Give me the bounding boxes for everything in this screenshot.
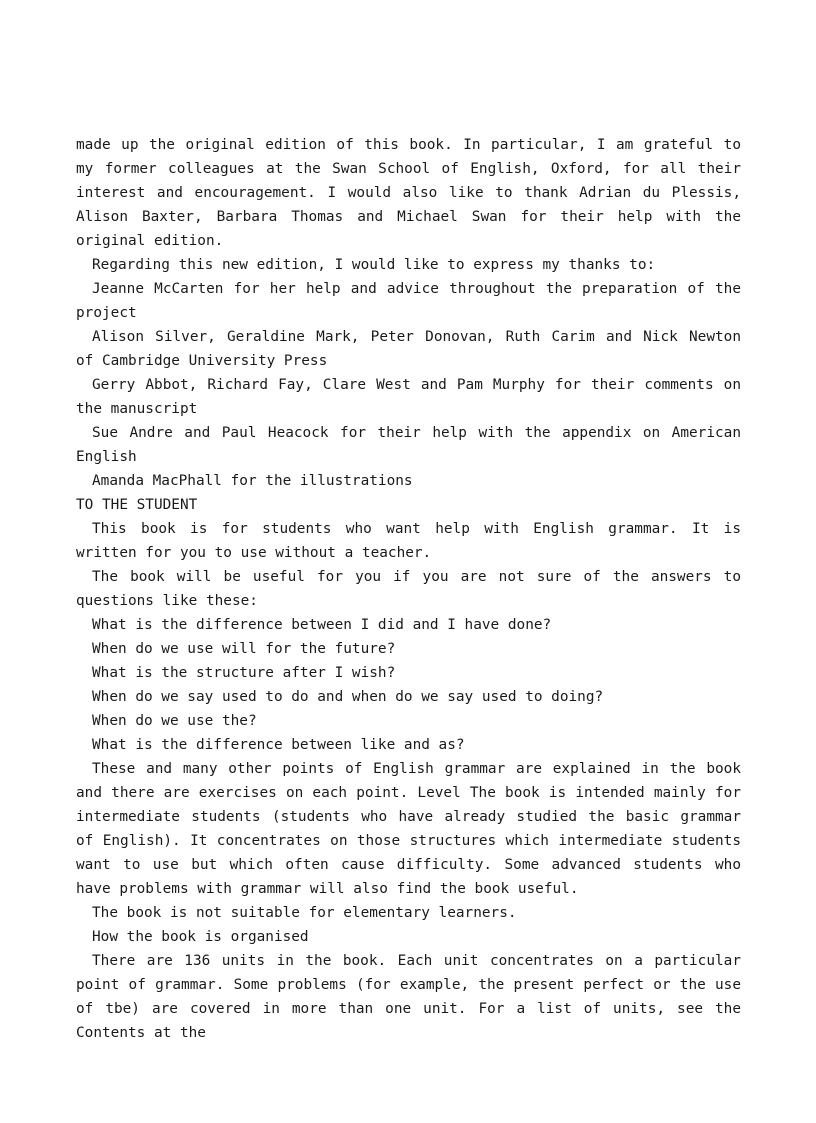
question-item: What is the structure after I wish? (92, 665, 396, 681)
paragraph-not-suitable: The book is not suitable for elementary learners. (92, 905, 517, 921)
document-page (76, 133, 741, 1045)
paragraph-book-purpose: This book is for students who want help with English grammar. It is written for you to use without a teacher. (76, 521, 741, 561)
paragraph-new-edition-thanks: Regarding this new edition, I would like to express my thanks to: (92, 257, 656, 273)
paragraph-thanks-mccarten: Jeanne McCarten for her help and advice throughout the preparation of the project (76, 281, 741, 321)
paragraph-acknowledgements-intro: made up the original edition of this book. In particular, I am grateful to my former colleagues at the Swan School of English, Oxford, for all their interest and encouragement. I would also like to thank Adrian du Plessis, Alison Baxter, Barbara Thomas and Michael Swan for their help with the original edition. (76, 137, 741, 249)
paragraph-thanks-manuscript: Gerry Abbot, Richard Fay, Clare West and Pam Murphy for their comments on the manuscript (76, 377, 741, 417)
section-heading: TO THE STUDENT (76, 497, 198, 513)
question-item: What is the difference between like and as? (92, 737, 465, 753)
paragraph-thanks-illustrations: Amanda MacPhall for the illustrations (92, 473, 413, 489)
question-item: When do we use the? (92, 713, 257, 729)
paragraph-thanks-appendix: Sue Andre and Paul Heacock for their help with the appendix on American English (76, 425, 741, 465)
paragraph-units: There are 136 units in the book. Each unit concentrates on a particular point of grammar. Some problems (for example, the present perfect or the use of tbe) are covered in more than one unit. For a list of units, see the Contents at the (76, 953, 741, 1041)
question-item: What is the difference between I did and I have done? (92, 617, 552, 633)
subheading-organisation: How the book is organised (92, 929, 309, 945)
question-item: When do we say used to do and when do we say used to doing? (92, 689, 604, 705)
paragraph-level: These and many other points of English grammar are explained in the book and there are exercises on each point. Level The book is intended mainly for intermediate students (students who have already studied the basic grammar of English). It concentrates on those structures which intermediate students want to use but which often cause difficulty. Some advanced students who have problems with grammar will also find the book useful. (76, 761, 741, 897)
question-item: When do we use will for the future? (92, 641, 396, 657)
paragraph-thanks-cup: Alison Silver, Geraldine Mark, Peter Donovan, Ruth Carim and Nick Newton of Cambridge University Press (76, 329, 741, 369)
paragraph-book-useful: The book will be useful for you if you are not sure of the answers to questions like these: (76, 569, 741, 609)
